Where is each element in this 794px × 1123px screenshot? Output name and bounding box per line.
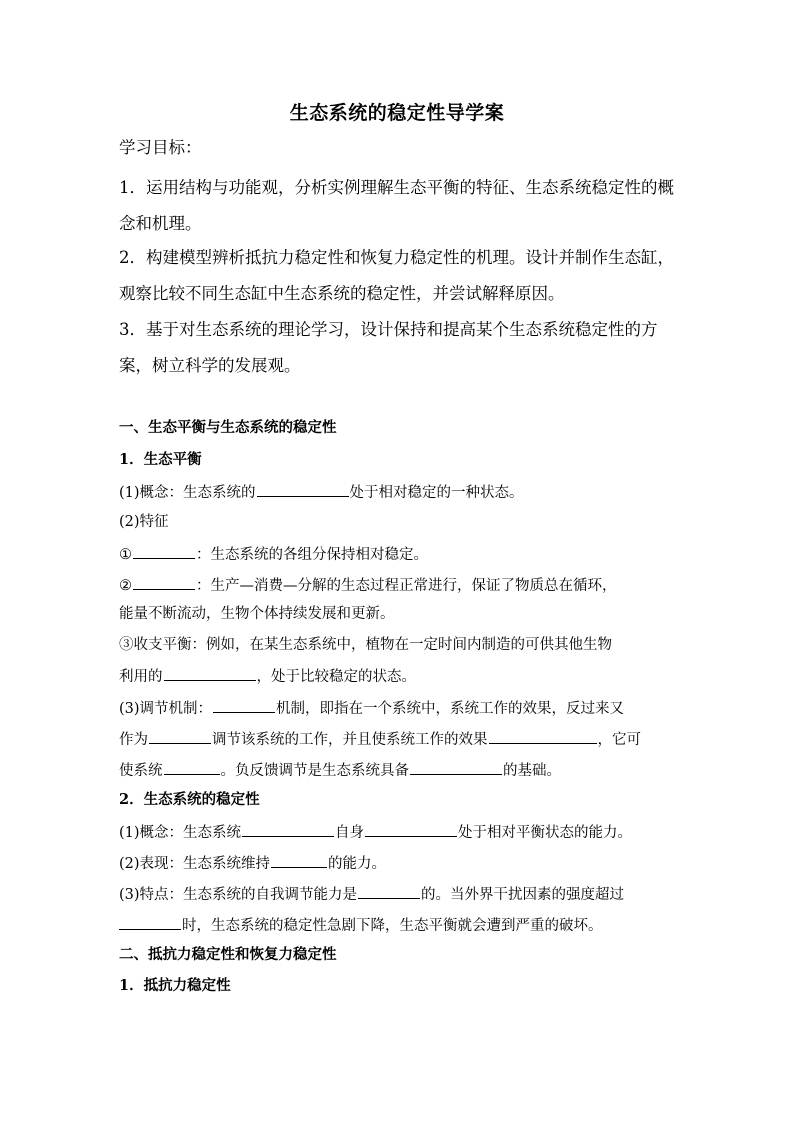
stability-expression-line: (2)表现：生态系统维持 的能力。 (119, 852, 679, 874)
regulation-line: (3)调节机制： 机制，即指在一个系统中，系统工作的效果，反过来又 (119, 697, 679, 719)
feature-3-line-2: 利用的 ，处于比较稳定的状态。 (119, 665, 679, 687)
fill-blank[interactable] (133, 543, 195, 559)
regulation-line-3: 使系统 。负反馈调节是生态系统具备 的基础。 (119, 759, 679, 781)
fill-blank[interactable] (271, 852, 327, 868)
stability-concept-line: (1)概念：生态系统 自身 处于相对平衡状态的能力。 (119, 821, 679, 843)
subsection-1-2-heading: 2．生态系统的稳定性 (119, 791, 260, 808)
fill-blank[interactable] (365, 821, 457, 837)
fill-blank[interactable] (410, 759, 502, 775)
objective-item-3: 3．基于对生态系统的理论学习，设计保持和提高某个生态系统稳定性的方案，树立科学的发展观。 (119, 320, 658, 375)
objective-item-2: 2．构建模型辨析抵抗力稳定性和恢复力稳定性的机理。设计并制作生态缸，观察比较不同生态缸中生态系统的稳定性，并尝试解释原因。 (119, 248, 674, 303)
stability-trait-line: (3)特点：生态系统的自我调节能力是 的。当外界干扰因素的强度超过 (119, 883, 679, 905)
feature-3-line: ③收支平衡：例如，在某生态系统中，植物在一定时间内制造的可供其他生物 (119, 637, 612, 653)
fill-blank[interactable] (164, 665, 256, 681)
document-title: 生态系统的稳定性导学案 (289, 102, 505, 124)
section-1-heading: 一、生态平衡与生态系统的稳定性 (119, 419, 337, 436)
feature-2-line-2: 能量不断流动，生物个体持续发展和更新。 (119, 606, 395, 622)
subsection-2-1-heading: 1．抵抗力稳定性 (119, 977, 231, 994)
fill-blank[interactable] (242, 821, 334, 837)
feature-1-line: ① ：生态系统的各组分保持相对稳定。 (119, 543, 679, 565)
fill-blank[interactable] (133, 574, 195, 590)
feature-2-line: ② ：生产—消费—分解的生态过程正常进行，保证了物质总在循环， (119, 574, 679, 596)
objective-item-1: 1．运用结构与功能观，分析实例理解生态平衡的特征、生态系统稳定性的概念和机理。 (119, 178, 674, 233)
concept-line: (1)概念：生态系统的 处于相对稳定的一种状态。 (119, 481, 679, 503)
fill-blank[interactable] (358, 883, 420, 899)
regulation-line-2: 作为 调节该系统的工作，并且使系统工作的效果 ，它可 (119, 728, 679, 750)
fill-blank[interactable] (489, 728, 597, 744)
fill-blank[interactable] (213, 697, 275, 713)
fill-blank[interactable] (149, 728, 211, 744)
fill-blank[interactable] (257, 481, 349, 497)
feature-label: (2)特征 (119, 514, 169, 530)
section-2-heading: 二、抵抗力稳定性和恢复力稳定性 (119, 946, 337, 963)
fill-blank[interactable] (119, 914, 181, 930)
stability-trait-line-2: 时，生态系统的稳定性急剧下降，生态平衡就会遭到严重的破坏。 (119, 914, 679, 936)
subsection-1-1-heading: 1．生态平衡 (119, 451, 202, 468)
objectives-heading: 学习目标： (119, 138, 202, 157)
fill-blank[interactable] (164, 759, 220, 775)
